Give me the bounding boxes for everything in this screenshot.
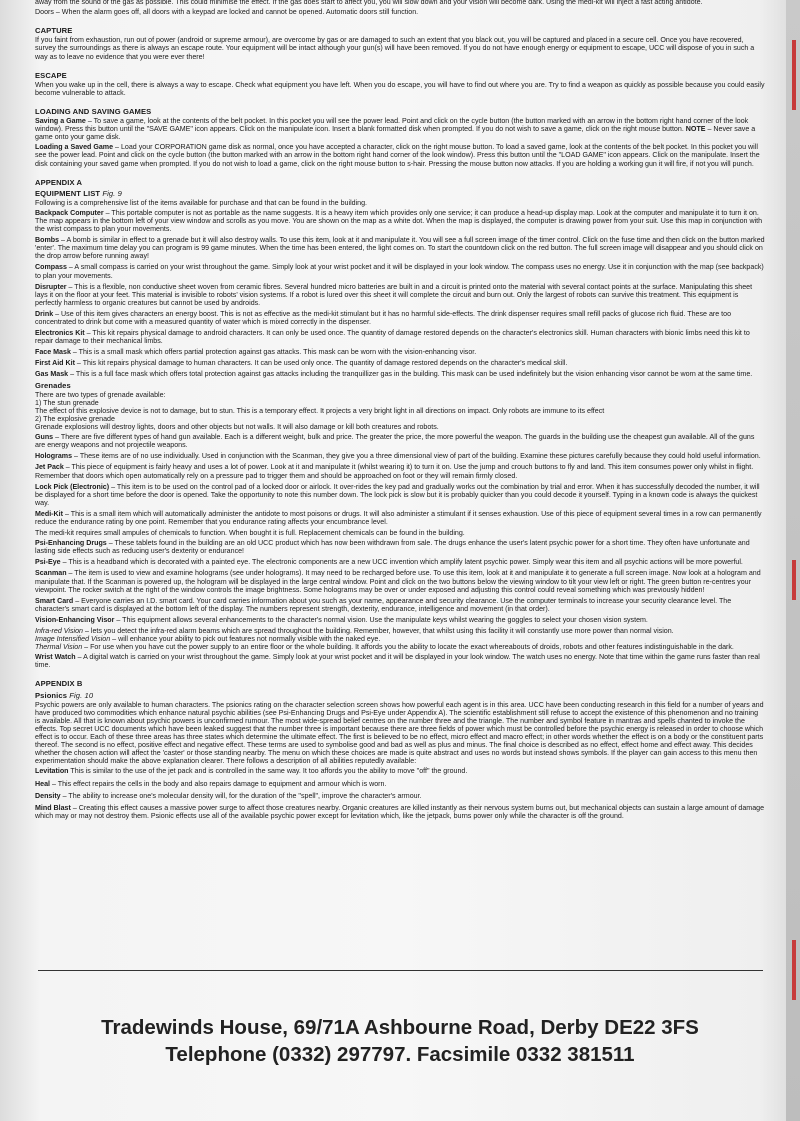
equipment-item (35, 539, 765, 555)
equipment-item-name: Medi-Kit (35, 509, 63, 518)
visor-image-intensified (35, 635, 765, 643)
equipment-item-name: Psi-Eye (35, 558, 61, 567)
equipment-item (35, 236, 765, 260)
equipment-item-name: Compass (35, 263, 67, 272)
psionic-ability-text: – The ability to increase one's molecular density will, for the duration of the "spell", improve the character's armour. (60, 791, 422, 800)
paragraph-loading (35, 143, 765, 167)
grenades-line: Grenade explosions will destroy lights, doors and other objects but not walls. It will also damage or kill both creatures and robots. (35, 423, 439, 432)
equipment-item (35, 263, 765, 279)
psionic-abilities (35, 767, 765, 819)
psionics-fig: Fig. 10 (69, 690, 94, 700)
equipment-item (35, 348, 765, 356)
heading-escape: ESCAPE (35, 70, 67, 80)
heading-loading-saving: LOADING AND SAVING GAMES (35, 106, 152, 116)
visor-th-lead: Thermal Vision (35, 643, 83, 652)
note-lead: NOTE (685, 125, 706, 134)
equipment-item (35, 597, 765, 613)
equipment-item-text: – This kit repairs physical damage to human characters. It can be used only once. The quantity of damage restored depends on the character's medical skill. (74, 359, 568, 368)
note-text: – Never save a game onto your game disk. (35, 125, 756, 142)
psionic-ability-text: – This effect repairs the cells in the body and also repairs damage to equipment and armour which is worn. (49, 779, 387, 788)
visor-th-text: – For use when you have cut the power supply to an entire floor or the whole building. It affords you the ability to locate the exact whereabouts of droids, robots and other features indistinguishable in the dark. (82, 643, 734, 652)
equipment-item (35, 616, 765, 624)
psionic-ability (35, 804, 765, 820)
equipment-item-text: – This is a small item which will automatically administer the antidote to most poisons or drugs. It will also administer a stimulant if it senses exhaustion. Use of this piece of equipment several times in a row can permanently reduce the endurance rating by one point. Remember that you endurance rating affects your encumbrance level. (35, 509, 762, 526)
equipment-item (35, 329, 765, 345)
heading-grenades: Grenades (35, 380, 71, 390)
visor-ir-text: – lets you detect the infra-red alarm beams which are spread throughout the building. Remember, however, that whilst using this facility it will constantly use more power than normal vision. (82, 627, 674, 635)
equipment-item (35, 510, 765, 526)
equipment-item-name: Smart Card (35, 596, 74, 605)
equipment-item-name: Holograms (35, 452, 73, 461)
grenades-line: 2) The explosive grenade (35, 414, 115, 423)
paragraph-doors: Doors – When the alarm goes off, all doors with a keypad are locked and cannot be opened. Automatic doors still function. (35, 8, 419, 17)
equipment-item-text: – This is a flexible, non conductive sheet woven from ceramic fibres. Several hundred micro batteries are built in and a circuit is printed onto the material with several contact points at the surface. Manipulating this sheet lays it on the floor at your feet. This material is invisible to robots' vision systems. If a robot is lured over this sheet it will complete the circuit and burn out. Only the largest of robots can survive this treatment. This equipment is perfectly harmless to organic creatures but cannot be used by androids. (35, 282, 753, 307)
equipment-item-name: Vision-Enhancing Visor (35, 615, 115, 624)
equipment-item-text: – This portable computer is not as portable as the name suggests. It is a heavy item which provides only one service; it can produce a head-up display map. Look at the computer and manipulate it to turn it on. The map appears in the bottom left of your view window and scrolls as you move. You are shown on the map as a white dot. When the map is displayed, the computer is drawing power from your suit. Use this map in conjunction with the wrist compass to plan your movements. (35, 208, 763, 234)
equipment-item (35, 209, 765, 233)
equipment-item-text: – Everyone carries an I.D. smart card. Your card carries information about you such as your name, appearance and security clearance. Use the computer terminals to increase your security clearance level. The character's smart card is displayed at the bottom left of the display. The numbers represent strength, dexterity, endurance, intelligence and movement (in that order). (35, 596, 732, 613)
heading-capture: CAPTURE (35, 26, 73, 36)
equipment-item-text: – This kit repairs physical damage to android characters. It can only be used once. The quantity of damage restored depends on the character's electronics skill. Human characters with bionic limbs need this kit to repair damage to their mechanical limbs. (35, 329, 750, 346)
equipment-item-text: – This equipment allows several enhancements to the character's normal vision. Use the manipulate keys whilst wearing the goggles to select your chosen vision system. (114, 615, 648, 624)
equipment-list-title: EQUIPMENT LIST (35, 188, 101, 198)
equipment-item-text: – These items are of no use individually. Used in conjunction with the Scanman, they give you a three dimensional view of part of the building. Examine these pictures carefully because they could hold useful information. (72, 452, 761, 461)
manual-text (35, 0, 765, 824)
equipment-item-text: – These tablets found in the building are an old UCC product which has now been withdrawn from sale. The drugs enhance the user's latent psychic power for a short time. They often have unfortunate and lasting side effects such as reducing user's dexterity or endurance! (35, 539, 750, 556)
saving-text: – To save a game, look at the contents of the belt pocket. In this pocket you will see the power lead. Point and click on the cycle button (the button marked with an arrow in the bottom right hand corner of the look window). Press this button until the "SAVE GAME" icon appears. Click on the manipulate icon. Insert a blank formatted disk when prompted. If you do not wish to save a game, click on the right mouse button. (35, 117, 749, 134)
edge-mark (792, 40, 796, 110)
equipment-item-text: – Use of this item gives characters an energy boost. This is not as effective as the medi-kit stimulant but it has no harmful side-effects. The drink dispenser requires small refill packs of glucose rich fluid. These are too concentrated to drink but come with a measured quantity of water which is mixed correctly in the dispenser. (35, 309, 732, 326)
paragraph-saving (35, 117, 765, 141)
equipment-item-text: – This is a headband which is decorated with a painted eye. The electronic components are a new UCC invention which amplify latent psychic power. Simply wear this item and all psychic actions will be more powerful. (60, 558, 743, 567)
paragraph-capture: If you faint from exhaustion, run out of power (android or supreme armour), are overcome by gas or are damaged to such an extent that you black out, you will be captured and placed in a secure cell. Once you have recovered, survey the surroundings as there is always an escape route. Your equipment will be intact although your gun(s) will have been removed. If you do not have enough energy or equipment to escape, UCC will dispose of you in such a way as to leave no evidence that you were ever there! (35, 36, 755, 61)
equipment-item-name: Guns (35, 433, 54, 442)
equipment-item-name: Psi-Enhancing Drugs (35, 539, 107, 548)
edge-mark (792, 560, 796, 600)
equipment-item-name: Drink (35, 309, 54, 318)
heading-psionics (35, 692, 765, 700)
paragraph-medikit-note: The medi-kit requires small ampules of chemicals to function. When bought it is full. Replacement chemicals can be found in the building. (35, 529, 465, 538)
psionic-ability (35, 780, 765, 788)
equipment-item (35, 310, 765, 326)
equipment-item-name: Face Mask (35, 348, 71, 357)
equipment-item-text: – This is a full face mask which offers total protection against gas attacks including the tranquillizer gas in the building. This mask can be used indefinitely but the vision enhancing visor cannot be worn at the same time. (68, 370, 753, 379)
psionic-ability (35, 792, 765, 800)
paragraph-psionics: Psychic powers are only available to human characters. The psionics rating on the character selection screen shows how powerful each agent is in this area. UCC have been conducting research in this field for a number of years and have produced two commodities which enhance natural psychic abilities (see Psi-Enhancing Drugs and Psi-Eye under Appendix A). The scientific establishment still refuse to accept the existence of this phenomenon and no training is available. All that is known about psychic powers is unconfirmed rumour. The most wide-spread belief centres on the number three and the triangle. The number and symbol feature in mantras and spells chanted to invoke the effects. Top secret UCC documents which have been leaked suggest that the number three is important because there are three fields of power which must be controlled before the psychic energy is released in order to choose which effect is to occur. Each of these three areas has three states which determine the ultimate effect. The first is believed to be no effect, micro effect and macro effect; in other words whether the effect is on a body or the constituent parts thereof. The second is no effect, positive effect and negative effect. These terms are used to symbolise good and bad as well as plus and minus. The final choice is described as no effect, effect home and effect away. This decides whether the chosen action will affect the 'caster' or those standing nearby. The menu on which these choices are made is quite abstract and uses no words but instead shows symbols. If the player can gain access to this menu then experimentation should make the above explanation clearer. There follows a description of all abilities reputedly available: (35, 700, 764, 766)
equipment-item-text: – This piece of equipment is fairly heavy and uses a lot of power. Look at it and manipulate it (whilst wearing it) to turn it on. Use the jump and crouch buttons to fly and land. This item consumes power only whilst in flight. Remember that doors which open automatically rely on a pressure pad to trigger them and should be approached on foot or they will remain firmly closed. (35, 463, 754, 480)
equipment-items-2 (35, 433, 765, 526)
edge-mark (792, 940, 796, 1000)
footer-rule (38, 970, 763, 971)
equipment-item-name: First Aid Kit (35, 359, 75, 368)
equipment-item-text: – The item is used to view and examine holograms (see under holograms). It may need to be recharged before use. To use this item, look at it and manipulate it to generate a full screen image. Now look at a hologram and manipulate that. If the Scanman is powered up, the hologram will be displayed in the large central window. Point and click on the two buttons below the viewing window to tilt your view left or right. The green button re-centres your viewpoint. The rocker switch at the right of the window controls the image brightness. Some holograms may be over or under exposed and adjusting this control could reveal something which was previously hidden! (35, 569, 761, 594)
paragraph-escape: When you wake up in the cell, there is always a way to escape. Check what equipment you have left. When you do escape, you will have to find out where you are. Try to find a weapon as quickly as possible because you could easily become vulnerable to attack. (35, 80, 765, 97)
grenades-line: The effect of this explosive device is not to damage, but to stun. This is a temporary effect. It projects a very bright light in all directions on impact. Only robots are immune to its effect (35, 406, 605, 415)
equipment-item (35, 283, 765, 307)
equipment-item-text: – There are five different types of hand gun available. Each is a different weight, bulk and price. The greater the price, the more powerful the weapon. The guards in the building use the cheapest gun available. All of the guns are energy weapons and not projectile weapons. (35, 433, 755, 450)
heading-equipment-list (35, 190, 765, 198)
paragraph-gas: away from the sound of the gas as possible. This could minimise the effect. If the gas does start to affect you, you will slow down and your vision will become dark. Using the medi-kit will inject a fast acting antidote. (35, 0, 703, 7)
heading-appendix-b: APPENDIX B (35, 679, 83, 689)
psionic-ability-name: Mind Blast (35, 803, 71, 812)
visor-ii-lead: Image Intensified Vision (35, 635, 111, 644)
psionic-ability-name: Heal (35, 779, 50, 788)
equipment-item-text: – This item is to be used on the control pad of a locked door or airlock. It over-rides the key pad and gradually works out the combination by trial and error. When it has successfully decoded the number, it will be displayed for a short time before the door is opened. Take the opportunity to note this number down. The lock pick is slow but it is probably quicker than you could decode it yourself. Typing in a known code is always the quickest way. (35, 482, 760, 507)
equipment-items (35, 209, 765, 379)
equipment-item-name: Backpack Computer (35, 208, 104, 217)
telephone-line: Telephone (0332) 297797. Facsimile 0332 381511 (165, 1043, 635, 1066)
equipment-item (35, 483, 765, 507)
equipment-item (35, 370, 765, 378)
equipment-item (35, 452, 765, 460)
watch-lead: Wrist Watch (35, 653, 76, 662)
grenades-line: 1) The stun grenade (35, 398, 99, 407)
equipment-item-name: Bombs (35, 236, 60, 245)
grenades-line: There are two types of grenade available: (35, 390, 166, 399)
visor-ii-text: – will enhance your ability to pick out features not normally visible with the naked eye. (110, 635, 381, 644)
equipment-item (35, 463, 765, 479)
equipment-item-name: Gas Mask (35, 370, 69, 379)
address-line: Tradewinds House, 69/71A Ashbourne Road, Derby DE22 3FS (101, 1016, 699, 1039)
equipment-items-3 (35, 539, 765, 624)
equipment-item-name: Lock Pick (Electronic) (35, 482, 110, 491)
psionic-ability-name: Density (35, 791, 61, 800)
publisher-address (0, 1014, 800, 1068)
equipment-item-text: – A bomb is similar in effect to a grenade but it will also destroy walls. To use this item, look at it and manipulate it. You will see a full screen image of the timer control. Click on the fuse time and then click on the button marked 'enter'. The maximum time delay you can program is 99 game minutes. When the time has been entered, the light comes on. To start the countdown click on the red button. The full screen image will disappear and you should click on the drop arrow before running away! (35, 236, 765, 261)
equipment-item (35, 359, 765, 367)
saving-lead: Saving a Game (35, 117, 86, 126)
psionic-ability-text: – Creating this effect causes a massive power surge to affect those creatures nearby. Organic creatures are killed instantly as their nervous system burns out, but mechanical objects can sustain a large amount of damage which may or may not destroy them. Psionic effects use all of the available psychic power except for levitation which, like the jetpack, burns power only while the character is off the ground. (35, 803, 765, 820)
equipment-item (35, 558, 765, 566)
equipment-item (35, 433, 765, 449)
psionic-ability (35, 767, 765, 775)
equipment-item-name: Electronics Kit (35, 329, 85, 338)
visor-thermal (35, 643, 765, 651)
loading-text: – Load your CORPORATION game disk as normal, once you have accepted a character, click on the right mouse button. To load a saved game, look at the contents of the belt pocket. In this pocket you will see the power lead. Point and click on the cycle button (the button marked with an arrow in the bottom right hand corner of the look window). Press this button until the "LOAD GAME" icon appears. Click on the manipulate. Insert the disk containing your saved game when prompted. If you do not wish to load a game, click on the right mouse button to s-hair. Pressing the mouse button now attacks. If you are holding a working gun it will fire, if not you will punch. (35, 143, 760, 168)
loading-lead: Loading a Saved Game (35, 143, 114, 152)
psionics-title: Psionics (35, 690, 68, 700)
psionic-ability-name: Levitation (35, 767, 69, 776)
visor-infra-red (35, 627, 765, 635)
paragraph-equipment-intro: Following is a comprehensive list of the items available for purchase and that can be found in the building. (35, 198, 368, 207)
equipment-item-text: – A small compass is carried on your wrist throughout the game. Simply look at your wrist pocket and it will be displayed in your look window. The compass uses no energy. Use it in conjunction with the map (see backpack) to plan your movements. (35, 263, 764, 280)
equipment-item-name: Scanman (35, 569, 67, 578)
paragraph-wrist-watch (35, 653, 765, 669)
heading-appendix-a: APPENDIX A (35, 177, 83, 187)
watch-text: – A digital watch is carried on your wrist throughout the game. Simply look at your wrist pocket and it will be displayed in your look window. The watch uses no energy. Note that time within the game runs faster than real time. (35, 653, 760, 670)
visor-ir-lead: Infra-red Vision (35, 627, 83, 635)
equipment-item-text: – This is a small mask which offers partial protection against gas attacks. This mask can be worn with the vision-enhancing visor. (70, 348, 477, 357)
equipment-item-name: Jet Pack (35, 463, 64, 472)
equipment-fig: Fig. 9 (102, 188, 122, 198)
equipment-item-name: Disrupter (35, 282, 67, 291)
psionic-ability-text: This is similar to the use of the jet pack and is controlled in the same way. It too affords you the ability to move "off" the ground. (68, 767, 468, 776)
equipment-item (35, 569, 765, 593)
